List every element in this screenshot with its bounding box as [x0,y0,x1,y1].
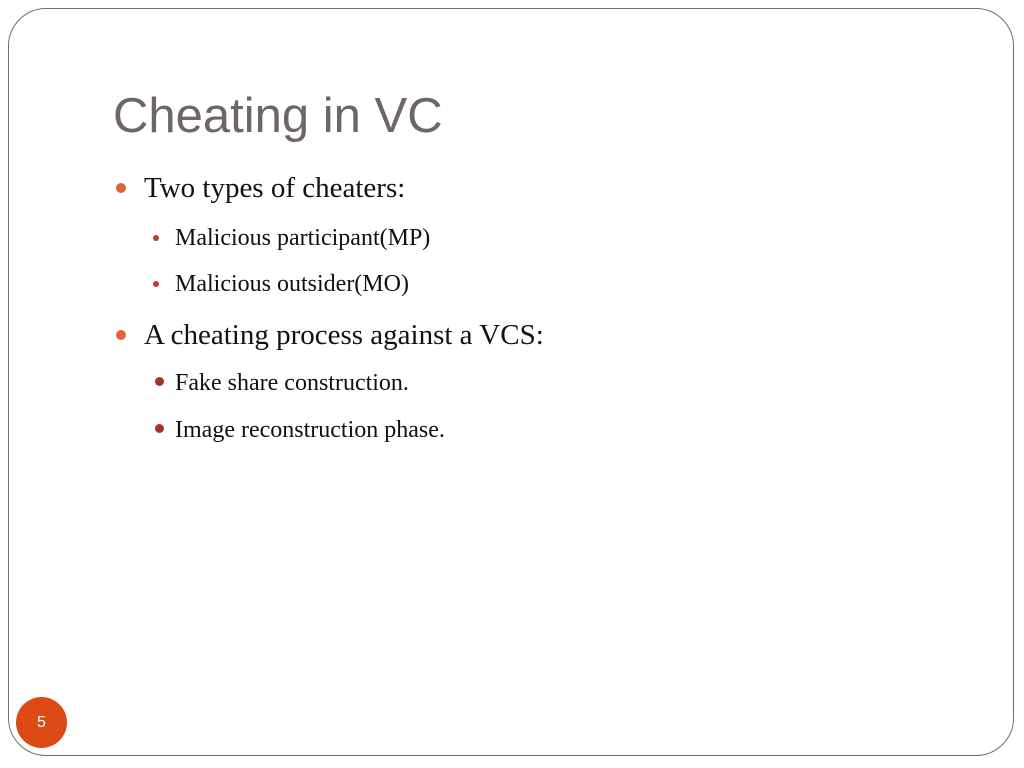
bullet-item [144,318,544,352]
bullet-dot-icon [155,424,164,433]
bullet-text: Two types of cheaters: [144,172,406,204]
sub-bullet-item [175,415,445,445]
sub-bullet-item [175,223,430,253]
sub-bullet-text: Fake share construction. [175,370,409,396]
sub-bullet-text: Image reconstruction phase. [175,417,445,443]
bullet-dot-icon [155,377,164,386]
bullet-item [144,171,405,205]
slide-title: Cheating in VC [113,89,443,143]
sub-bullet-text: Malicious participant(MP) [175,225,431,251]
bullet-dot-icon [116,330,126,340]
sub-bullet-item [175,368,409,398]
page-number-badge: 5 [16,697,67,748]
sub-bullet-text: Malicious outsider(MO) [175,271,409,297]
bullet-text: A cheating process against a VCS: [144,319,544,351]
sub-bullet-item [175,269,409,299]
bullet-dot-icon [116,183,126,193]
bullet-dot-icon [153,235,159,241]
bullet-dot-icon [153,281,159,287]
